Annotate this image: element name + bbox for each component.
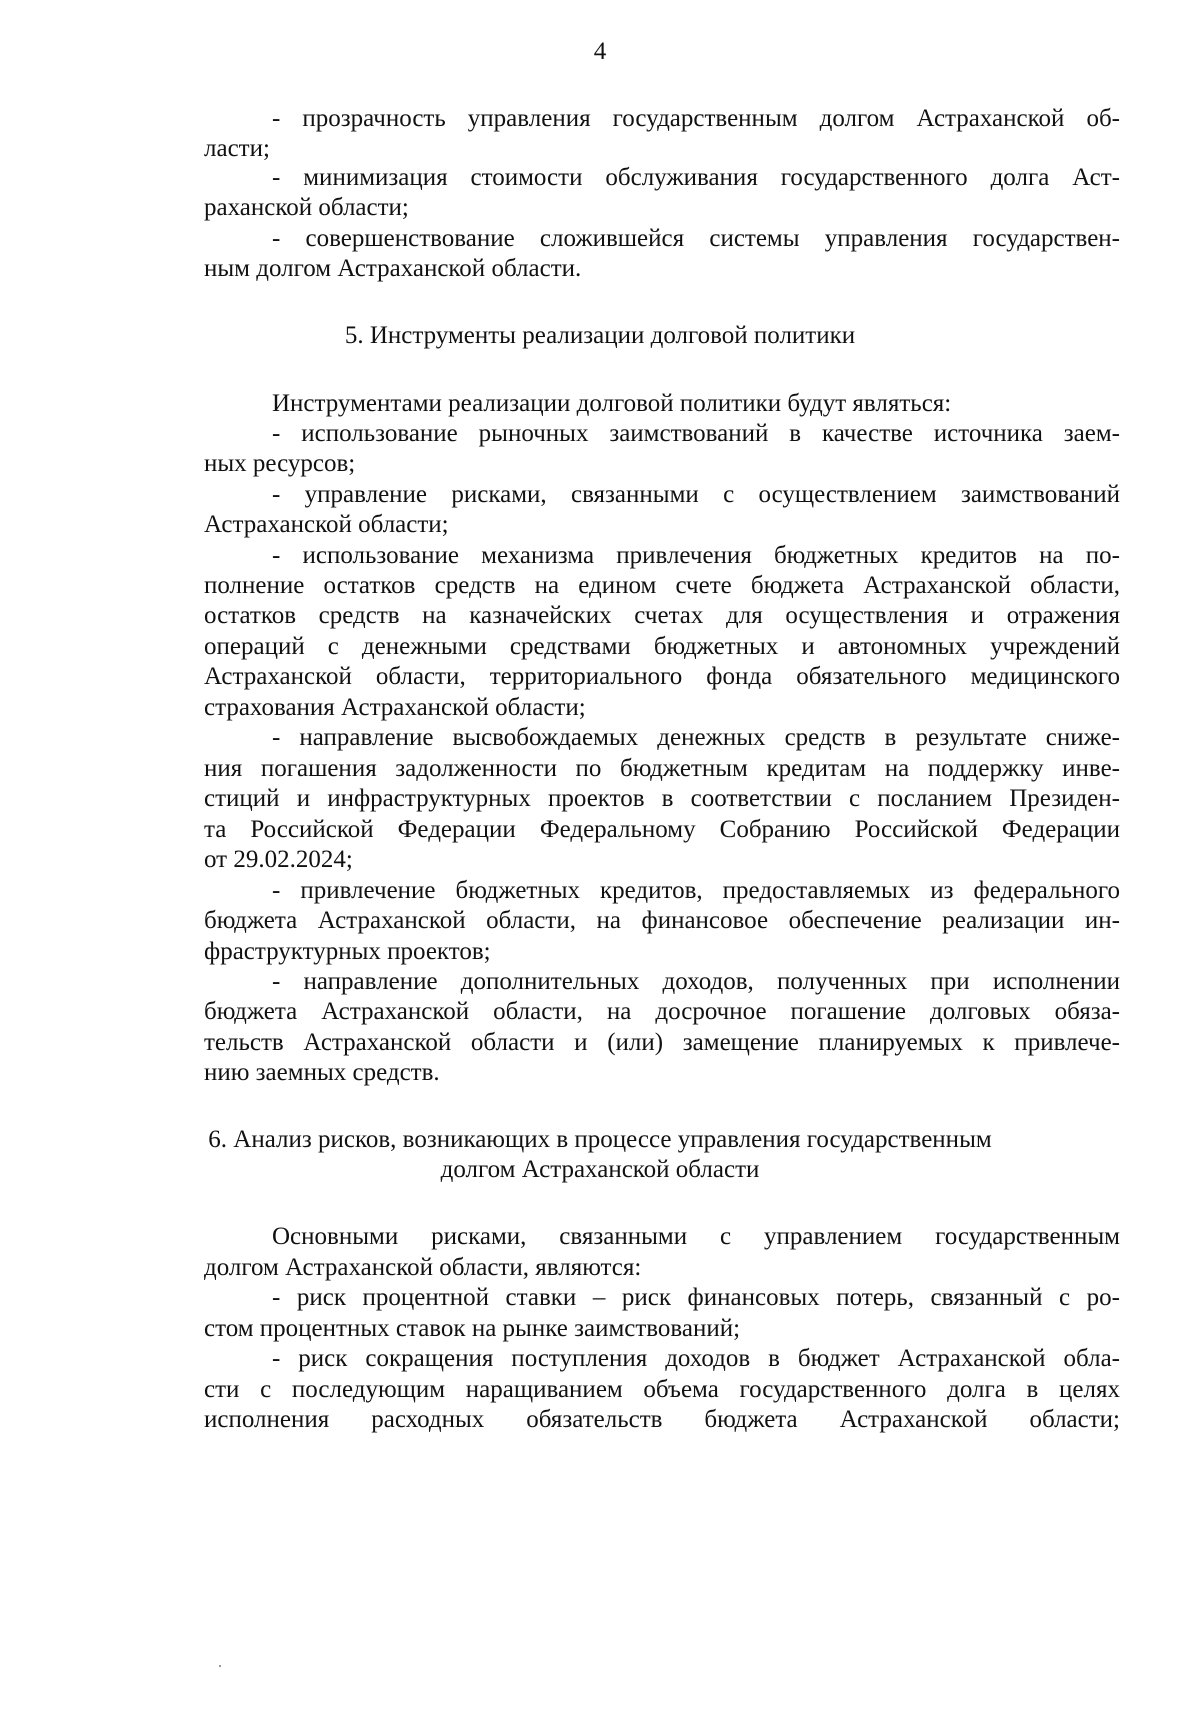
section5-line: ных ресурсов; (204, 450, 356, 477)
section5-line: ния погашения задолженности по бюджетным кредитам на поддержку инве- (204, 755, 1120, 782)
section5-line: стиций и инфраструктурных проектов в соответствии с посланием Президен- (204, 785, 1120, 812)
section5-line: полнение остатков средств на едином счете бюджета Астраханской области, (204, 572, 1120, 599)
section5-heading: 5. Инструменты реализации долговой политики (344, 322, 856, 349)
page-number: 4 (593, 38, 607, 65)
section5-intro: Инструментами реализации долговой политики будут являться: (272, 390, 952, 417)
goal-line: ным долгом Астраханской области. (204, 255, 582, 282)
section5-line: бюджета Астраханской области, на досрочное погашение долговых обяза- (204, 998, 1120, 1025)
section5-line: - использование механизма привлечения бюджетных кредитов на по- (272, 542, 1120, 569)
section6-line: - риск сокращения поступления доходов в бюджет Астраханской обла- (272, 1345, 1120, 1372)
section6-line: Основными рисками, связанными с управлением государственным (272, 1223, 1120, 1250)
goal-line: раханской области; (204, 194, 409, 221)
goal-line: - совершенствование сложившейся системы управления государствен- (272, 225, 1120, 252)
section5-line: - направление высвобождаемых денежных средств в результате сниже- (272, 724, 1120, 751)
section5-line: Астраханской области; (204, 511, 449, 538)
goal-line: - минимизация стоимости обслуживания государственного долга Аст- (272, 164, 1120, 191)
section6-line: сти с последующим наращиванием объема государственного долга в целях (204, 1376, 1120, 1403)
section6-line: - риск процентной ставки – риск финансовых потерь, связанный с ро- (272, 1284, 1120, 1311)
section5-line: фраструктурных проектов; (204, 938, 491, 965)
section6-heading: 6. Анализ рисков, возникающих в процессе управления государственным (208, 1126, 992, 1153)
section5-line: - направление дополнительных доходов, полученных при исполнении (272, 968, 1120, 995)
section5-line: тельств Астраханской области и (или) замещение планируемых к привлече- (204, 1029, 1120, 1056)
section5-line: - управление рисками, связанными с осуществлением заимствований (272, 481, 1120, 508)
section5-line: - использование рыночных заимствований в качестве источника заем- (272, 420, 1120, 447)
section5-line: бюджета Астраханской области, на финансовое обеспечение реализации ин- (204, 907, 1120, 934)
scan-speck (219, 1665, 221, 1667)
section6-line: стом процентных ставок на рынке заимствований; (204, 1315, 741, 1342)
section5-line: от 29.02.2024; (204, 846, 353, 873)
section5-line: нию заемных средств. (204, 1059, 440, 1086)
section5-line: та Российской Федерации Федеральному Собранию Российской Федерации (204, 816, 1120, 843)
section5-line: Астраханской области, территориального фонда обязательного медицинского (204, 663, 1120, 690)
section5-line: остатков средств на казначейских счетах для осуществления и отражения (204, 602, 1120, 629)
section6-line: исполнения расходных обязательств бюджета Астраханской области; (204, 1406, 1120, 1433)
goal-line: - прозрачность управления государственным долгом Астраханской об- (272, 105, 1120, 132)
section5-line: - привлечение бюджетных кредитов, предоставляемых из федерального (272, 877, 1120, 904)
goal-line: ласти; (204, 135, 270, 162)
section5-line: страхования Астраханской области; (204, 694, 586, 721)
section6-heading: долгом Астраханской области (440, 1156, 760, 1183)
section5-line: операций с денежными средствами бюджетных и автономных учреждений (204, 633, 1120, 660)
section6-line: долгом Астраханской области, являются: (204, 1254, 642, 1281)
